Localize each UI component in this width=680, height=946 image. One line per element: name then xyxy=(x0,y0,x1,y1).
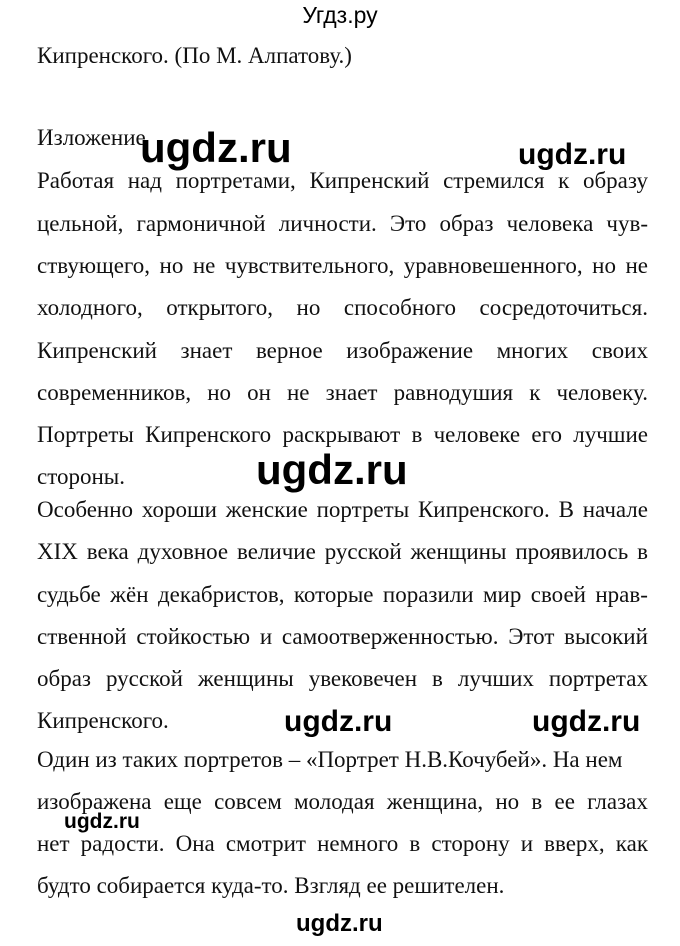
word: способного xyxy=(343,295,457,320)
word: сторону xyxy=(431,831,510,856)
word: образ xyxy=(439,211,494,236)
word: равнодушия xyxy=(393,380,514,405)
word: но xyxy=(159,253,184,278)
text-line xyxy=(37,421,648,449)
word: как xyxy=(615,831,648,856)
text-line xyxy=(37,337,648,365)
text-line xyxy=(37,581,648,609)
word: декабристов, xyxy=(157,582,285,607)
word: к xyxy=(529,380,541,405)
word: самоотверженностью. xyxy=(281,624,499,649)
word: лучшие xyxy=(573,422,648,447)
word: изображение xyxy=(346,338,474,363)
word: вверх, xyxy=(544,831,605,856)
word: Кипренского. xyxy=(417,497,550,522)
word: женщина, xyxy=(386,789,484,814)
word: высокий xyxy=(564,624,648,649)
word: современников, xyxy=(37,380,192,405)
text-line: Один из таких портретов – «Портрет Н.В.Кочубей». На нем xyxy=(37,747,623,772)
word: чув- xyxy=(606,211,648,236)
word: портретами, xyxy=(175,168,296,193)
word: Кипренского xyxy=(145,422,272,447)
text-line: стороны. xyxy=(37,464,125,489)
word: женские xyxy=(225,497,308,522)
word: увековечен xyxy=(308,666,418,691)
word: к xyxy=(558,168,570,193)
word: Она xyxy=(175,831,215,856)
word: XIX xyxy=(37,539,78,564)
text-line xyxy=(37,252,648,280)
word: в xyxy=(637,539,648,564)
word: человека xyxy=(506,211,594,236)
word: Кипренский xyxy=(309,168,430,193)
word: мир xyxy=(483,582,522,607)
word: нет xyxy=(37,831,70,856)
word: цельной, xyxy=(37,211,124,236)
word: чувствительного, xyxy=(224,253,395,278)
word: Особенно xyxy=(37,497,134,522)
word: знает xyxy=(325,380,378,405)
word: лучших xyxy=(457,666,534,691)
word: но xyxy=(495,789,520,814)
text-line xyxy=(37,538,648,566)
word: не xyxy=(287,380,310,405)
word: изображена xyxy=(37,789,152,814)
word: гармоничной xyxy=(136,211,266,236)
word: ствующего, xyxy=(37,253,151,278)
watermark: ugdz.ru xyxy=(64,810,140,833)
word: Этот xyxy=(508,624,555,649)
watermark: ugdz.ru xyxy=(296,910,383,937)
text-line xyxy=(37,665,648,693)
word: духовное xyxy=(137,539,229,564)
word: глазах xyxy=(587,789,648,814)
word: личности. xyxy=(278,211,377,236)
section-heading: Изложение xyxy=(37,125,146,150)
word: ственной xyxy=(37,624,127,649)
text-line xyxy=(37,294,648,322)
text-line xyxy=(37,830,648,858)
word: нрав- xyxy=(595,582,648,607)
word: многих xyxy=(496,338,569,363)
word: в xyxy=(409,831,421,856)
word: открытого, xyxy=(166,295,274,320)
word: но xyxy=(207,380,231,405)
word: сосредоточиться. xyxy=(479,295,648,320)
word: раскрывают xyxy=(282,422,401,447)
word: он xyxy=(247,380,271,405)
text-line xyxy=(37,379,648,407)
word: радости. xyxy=(80,831,165,856)
word: женщины xyxy=(410,539,507,564)
watermark: ugdz.ru xyxy=(256,446,408,493)
word: но xyxy=(592,253,616,278)
watermark: ugdz.ru xyxy=(140,124,292,171)
word: не xyxy=(625,253,648,278)
intro-line: Кипренского. (По М. Алпатову.) xyxy=(37,43,352,68)
word: и xyxy=(259,624,273,649)
word: русской xyxy=(105,666,183,691)
word: образ xyxy=(37,666,91,691)
text-line: будто собирается куда-то. Взгляд ее решителен. xyxy=(37,873,505,898)
word: ее xyxy=(554,789,575,814)
watermark: ugdz.ru xyxy=(518,138,627,171)
text-line xyxy=(37,210,648,238)
word: Это xyxy=(389,211,427,236)
word: В xyxy=(558,497,574,522)
word: которые xyxy=(293,582,374,607)
word: человеку. xyxy=(556,380,648,405)
word: своих xyxy=(591,338,648,363)
word: проявилось xyxy=(515,539,629,564)
word: стремился xyxy=(443,168,545,193)
word: стойкостью xyxy=(136,624,251,649)
watermark: ugdz.ru xyxy=(532,705,641,738)
word: молодая xyxy=(293,789,375,814)
word: судьбе xyxy=(37,582,101,607)
word: в xyxy=(411,422,423,447)
word: века xyxy=(86,539,129,564)
word: портретах xyxy=(548,666,648,691)
word: хороши xyxy=(141,497,217,522)
word: не xyxy=(192,253,216,278)
word: верное xyxy=(255,338,323,363)
word: жён xyxy=(110,582,149,607)
word: но xyxy=(296,295,321,320)
word: человеке xyxy=(433,422,521,447)
word: женщины xyxy=(197,666,294,691)
word: портреты xyxy=(316,497,410,522)
word: Кипренский xyxy=(37,338,157,363)
word: образу xyxy=(582,168,648,193)
word: Работая xyxy=(37,168,115,193)
word: своей xyxy=(530,582,586,607)
text-line xyxy=(37,623,648,651)
word: совсем xyxy=(214,789,282,814)
word: холодного, xyxy=(37,295,143,320)
word: еще xyxy=(163,789,202,814)
word: его xyxy=(531,422,562,447)
text-line xyxy=(37,496,648,524)
word: и xyxy=(520,831,534,856)
watermark: ugdz.ru xyxy=(284,705,393,738)
word: Портреты xyxy=(37,422,134,447)
word: смотрит xyxy=(225,831,306,856)
word: русской xyxy=(324,539,402,564)
word: немного xyxy=(317,831,399,856)
word: знает xyxy=(180,338,233,363)
word: в xyxy=(531,789,543,814)
word: в xyxy=(432,666,443,691)
site-header: Угдз.ру xyxy=(302,2,378,28)
word: над xyxy=(127,168,162,193)
word: начале xyxy=(582,497,648,522)
word: величие xyxy=(237,539,316,564)
word: уравновешенного, xyxy=(403,253,583,278)
word: поразили xyxy=(382,582,474,607)
text-line: Кипренского. xyxy=(37,708,169,733)
